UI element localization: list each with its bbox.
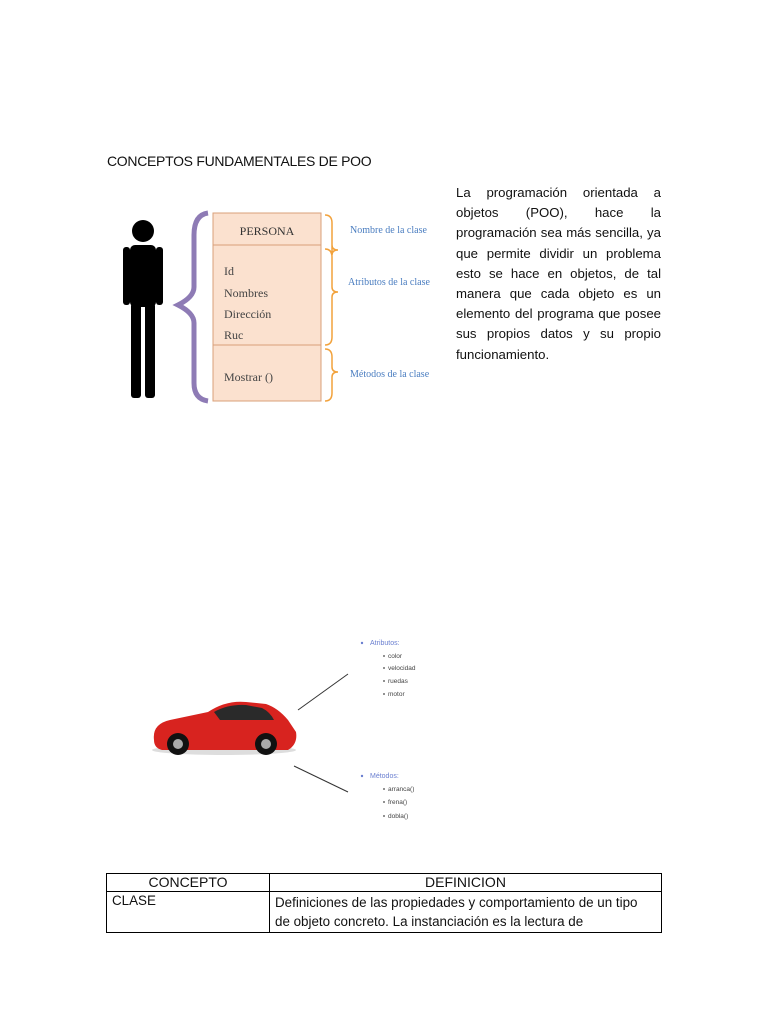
attribute-0: Id <box>224 264 234 278</box>
attributes-heading: Atributos: <box>370 640 400 647</box>
car-object-figure <box>148 628 448 828</box>
car-method-0: arranca() <box>388 786 415 793</box>
person-icon <box>123 220 163 398</box>
intro-paragraph: La programación orientada a objetos (POO), hace la programación sea más sencilla, ya que permite dividir un problema esto se hace en objetos, de tal manera que cada objeto es un elemento del programa que posee sus propios datos y su propio funcionamiento. <box>456 185 661 362</box>
arrow-attributes <box>298 674 348 710</box>
concepts-table <box>106 873 662 933</box>
label-class-name: Nombre de la clase <box>350 225 427 236</box>
class-diagram-figure <box>118 205 438 410</box>
table-cell-definition: Definiciones de las propiedades y comportamiento de un tipo de objeto concreto. La instanciación es la lectura de <box>270 892 662 933</box>
car-method-2: dobla() <box>388 813 409 820</box>
label-attributes: Atributos de la clase <box>348 277 430 288</box>
label-methods: Métodos de la clase <box>350 369 430 380</box>
methods-heading: Métodos: <box>370 773 399 780</box>
car-icon <box>152 702 296 755</box>
method-0: Mostrar () <box>224 370 273 384</box>
attribute-1: Nombres <box>224 286 268 300</box>
bracket-methods <box>325 349 338 401</box>
bracket-attributes <box>325 249 338 345</box>
car-attribute-2: ruedas <box>388 678 408 685</box>
car-attribute-0: color <box>388 653 403 660</box>
car-attribute-3: motor <box>388 691 405 698</box>
class-name: PERSONA <box>239 224 295 238</box>
car-attribute-1: velocidad <box>388 665 416 672</box>
table-header-concepto: CONCEPTO <box>107 874 270 892</box>
attribute-3: Ruc <box>224 328 244 342</box>
arrow-methods <box>294 766 348 792</box>
table-header-row <box>107 874 662 892</box>
page-title: CONCEPTOS FUNDAMENTALES DE POO <box>107 153 372 169</box>
brace-icon <box>178 213 208 401</box>
car-method-1: frena() <box>388 799 408 806</box>
table-row <box>107 892 662 933</box>
table-cell-concept: CLASE <box>107 892 270 933</box>
table-header-definicion: DEFINICION <box>270 874 662 892</box>
attribute-2: Dirección <box>224 307 272 321</box>
